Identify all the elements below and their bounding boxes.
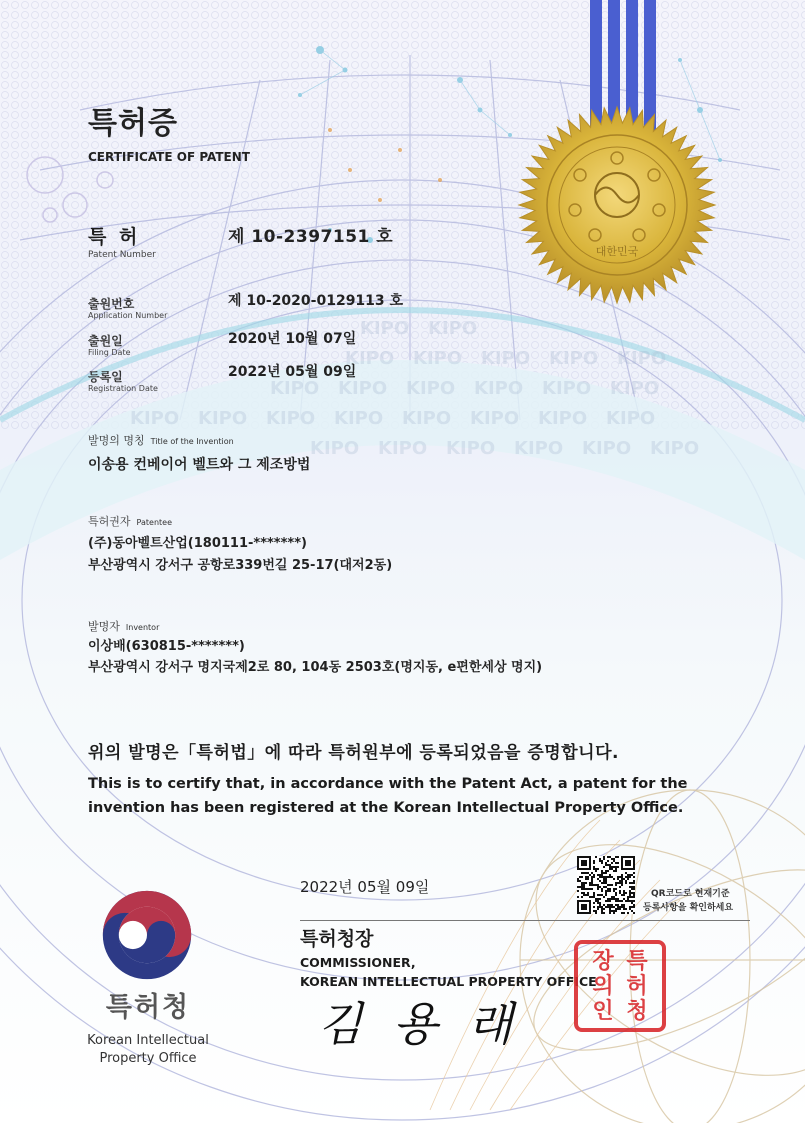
patent-label-kr: 특 허 [88,226,141,248]
stamp-char: 허 [626,973,648,999]
commissioner-title-kr: 특허청장 [300,928,374,950]
watermark-text: KIPO [360,318,410,339]
watermark-text: KIPO [606,408,656,429]
stamp-char: 장 [592,948,614,974]
watermark-text: KIPO [378,438,428,459]
watermark-text: KIPO [582,438,632,459]
patent-label-en: Patent Number [88,250,156,260]
certificate-title-en: CERTIFICATE OF PATENT [88,150,250,164]
inventor-label-kr: 발명자 [88,620,120,633]
watermark-text: KIPO [345,348,395,369]
watermark-text: KIPO [481,348,531,369]
watermark-text: KIPO [446,438,496,459]
commissioner-signature: 김 용 래 [318,997,521,1051]
watermark-text: KIPO [549,348,599,369]
certificate-title-kr: 특허증 [88,106,178,141]
gold-seal [519,107,715,303]
registration-label-en: Registration Date [88,384,158,393]
filing-label-en: Filing Date [88,348,131,357]
watermark-text: KIPO [198,408,248,429]
stamp-char: 청 [626,998,648,1024]
stamp-char: 의 [592,973,614,999]
qr-code[interactable] [577,856,635,914]
divider-line [300,920,750,921]
stamp-char: 특 [626,948,648,974]
certification-statement-en-line2: invention has been registered at the Korean Intellectual Property Office. [88,800,684,816]
qr-caption-line1: QR코드로 현재기준 [651,889,730,899]
gold-seal-text: 대한민국 [595,245,639,258]
watermark-text: KIPO [474,378,524,399]
watermark-text: KIPO [270,378,320,399]
patentee-name: (주)동아벨트산업(180111-*******) [88,536,307,551]
watermark-text: KIPO [650,438,700,459]
watermark-text: KIPO [470,408,520,429]
watermark-text: KIPO [413,348,463,369]
inventor-name: 이상배(630815-*******) [88,639,245,654]
commissioner-title-en-line1: COMMISSIONER, [300,955,416,970]
qr-caption-line2: 등록사항을 확인하세요 [643,903,734,913]
inventor-label [88,618,159,634]
registration-date: 2022년 05월 09일 [228,364,357,380]
watermark-text: KIPO [130,408,180,429]
watermark-text: KIPO [542,378,592,399]
invention-label-kr: 발명의 명칭 [88,434,145,447]
certification-statement-kr: 위의 발명은「특허법」에 따라 특허원부에 등록되었음을 증명합니다. [88,743,619,763]
application-number: 제 10-2020-0129113 호 [228,293,404,309]
watermark-text: KIPO [514,438,564,459]
watermark-text: KIPO [617,348,667,369]
issue-date: 2022년 05월 09일 [300,878,430,896]
certification-statement-en-line1: This is to certify that, in accordance with the Patent Act, a patent for the [88,776,688,792]
inventor-label-en: Inventor [125,623,160,632]
stamp-char: 인 [592,998,614,1024]
watermark-text: KIPO [266,408,316,429]
inventor-address: 부산광역시 강서구 명지국제2로 80, 104동 2503호(명지동, e편한세상 명지) [88,660,543,675]
watermark-text: KIPO [406,378,456,399]
office-name-en-line1: Korean Intellectual [87,1033,209,1048]
application-label-en: Application Number [88,311,168,320]
watermark-text: KIPO [428,318,478,339]
office-name-en-line2: Property Office [99,1051,197,1066]
watermark-text: KIPO [538,408,588,429]
commissioner-title-en-line2: KOREAN INTELLECTUAL PROPERTY OFFICE [300,974,597,989]
invention-label [88,432,234,448]
watermark-text: KIPO [334,408,384,429]
official-stamp [574,940,666,1032]
watermark-text: KIPO [610,378,660,399]
patent-number: 제 10-2397151 호 [228,227,394,247]
patentee-address: 부산광역시 강서구 공항로339번길 25-17(대저2동) [88,558,393,573]
application-label-kr: 출원번호 [88,297,135,311]
patentee-label [88,513,172,529]
patentee-label-kr: 특허권자 [88,515,131,528]
filing-date: 2020년 10월 07일 [228,331,357,347]
patentee-label-en: Patentee [136,518,172,527]
watermark-text: KIPO [310,438,360,459]
invention-label-en: Title of the Invention [150,437,234,446]
invention-title: 이송용 컨베이어 벨트와 그 제조방법 [88,457,311,473]
filing-label-kr: 출원일 [88,334,123,348]
watermark-text: KIPO [402,408,452,429]
registration-label-kr: 등록일 [88,370,123,384]
watermark-text: KIPO [338,378,388,399]
kipo-emblem-icon [100,888,194,982]
office-name-kr: 특허청 [105,992,191,1023]
